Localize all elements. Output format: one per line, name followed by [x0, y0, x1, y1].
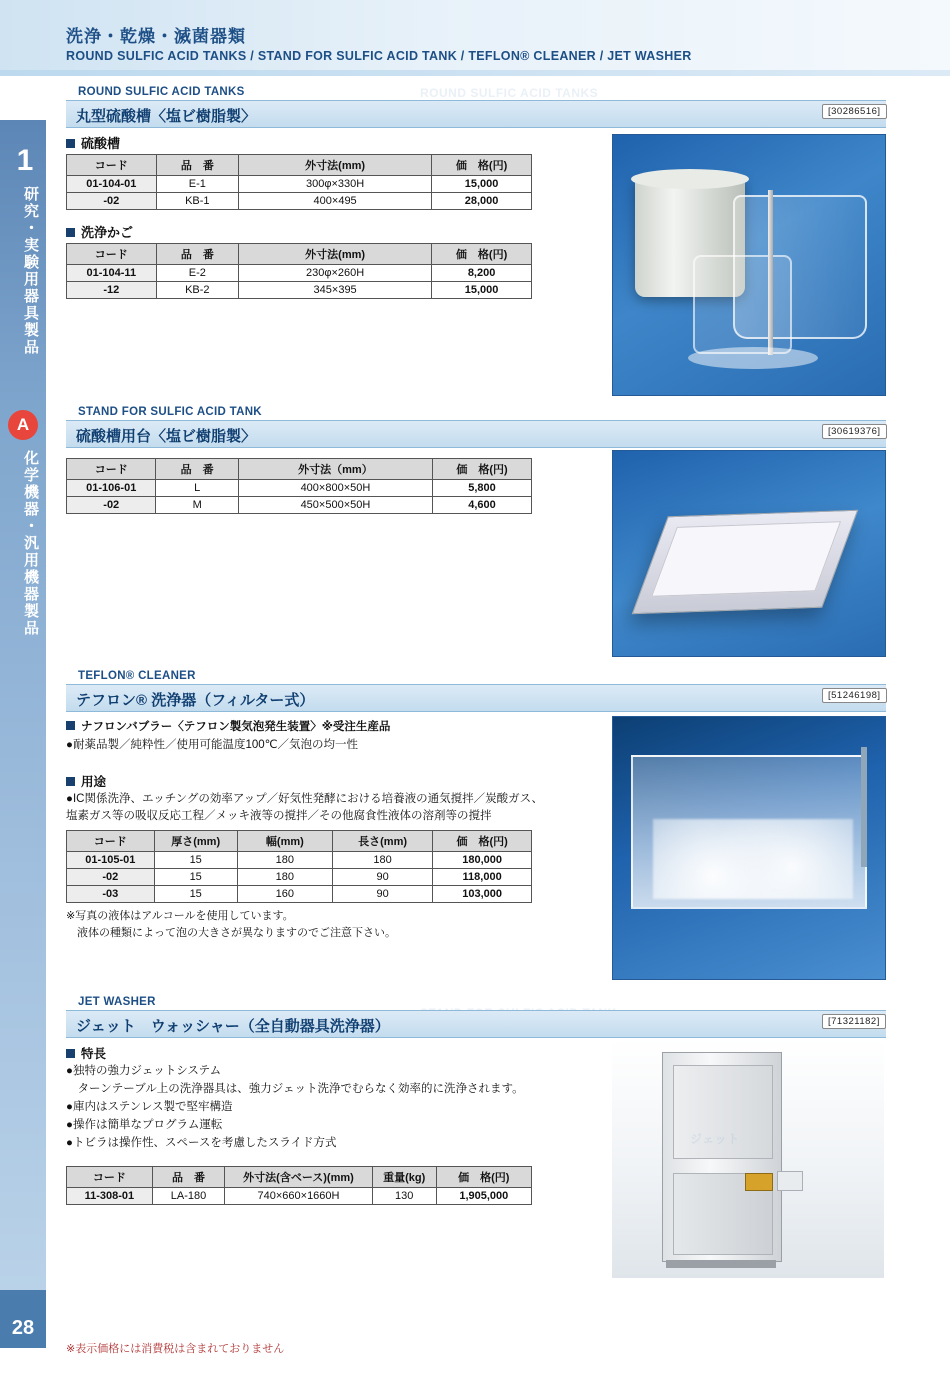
table-header-row [67, 155, 532, 176]
section-4-code: [71321182] [822, 1014, 886, 1029]
section-3-spec-line: ●耐薬品製／純粋性／使用可能温度100℃／気泡の均一性 [66, 739, 359, 751]
washer-display-shape [777, 1171, 803, 1191]
header-band [0, 70, 950, 76]
table-header-row [67, 831, 532, 852]
section-3-use-line-1: ●IC関係洗浄、エッチングの効率アップ／好気性発酵における培養液の通気撹拌／炭酸ガス、 [66, 793, 543, 805]
col-header: 価 格(円) [433, 831, 532, 852]
cell-price: 8,200 [432, 265, 532, 282]
cell-price: 28,000 [432, 193, 532, 210]
section-2-title-en: STAND FOR SULFIC ACID TANK [78, 406, 262, 418]
cell-dimension: 740×660×1660H [225, 1188, 372, 1205]
col-header: 価 格(円) [436, 1167, 531, 1188]
nozzle-shape [861, 747, 867, 867]
section-4-title-jp: ジェット ウォッシャー（全自動器具洗浄器） [76, 1018, 390, 1035]
section-2-code: [30619376] [822, 424, 887, 439]
table-row [67, 176, 532, 193]
cell-width: 180 [237, 852, 332, 869]
section-2-title-jp: 硫酸槽用台〈塩ビ樹脂製〉 [76, 428, 257, 445]
washer-door-shape [673, 1065, 773, 1159]
washer-base-shape [666, 1260, 776, 1268]
cell-code: -02 [67, 869, 155, 886]
square-bullet-icon [66, 1049, 75, 1058]
col-header: 長さ(mm) [332, 831, 432, 852]
section-1-title-en: ROUND SULFIC ACID TANKS [78, 86, 245, 98]
col-header: 価 格(円) [432, 155, 532, 176]
cell-model: E-1 [156, 176, 238, 193]
cell-price: 1,905,000 [436, 1188, 531, 1205]
table-header-row [67, 244, 532, 265]
section-4-feature-2: ターンテーブル上の洗浄器具は、強力ジェット洗浄でむらなく効率的に洗浄されます。 [66, 1083, 524, 1095]
section-3-use-line-2: 塩素ガス等の吸収反応工程／メッキ液等の撹拌／その他腐食性液体の溶剤等の撹拌 [66, 810, 492, 822]
page-number-badge: 28 [0, 1290, 46, 1348]
section-1-sub2: 洗浄かご [66, 222, 133, 241]
sidebar-section-number: 1 [16, 144, 34, 177]
cell-dimension: 300φ×330H [239, 176, 432, 193]
col-header: コード [67, 1167, 153, 1188]
section-3-table [66, 830, 532, 903]
cell-dimension: 450×500×50H [238, 497, 432, 514]
table-row [67, 265, 532, 282]
section-1-sub1: 硫酸槽 [66, 133, 120, 152]
cell-thickness: 15 [154, 869, 237, 886]
table-row [67, 1188, 532, 1205]
col-header: コード [67, 459, 156, 480]
sidebar-index-tab [0, 120, 46, 1290]
tray-inner-shape [651, 521, 841, 597]
cell-price: 180,000 [433, 852, 532, 869]
section-3-code: [51246198] [822, 688, 887, 703]
table-row [67, 282, 532, 299]
section-3-title-jp: テフロン® 洗浄器（フィルター式） [76, 692, 315, 709]
col-header: 品 番 [156, 459, 238, 480]
cell-dimension: 400×495 [239, 193, 432, 210]
table-row [67, 480, 532, 497]
page-footnote: ※表示価格には消費税は含まれておりません [66, 1343, 285, 1355]
product-photo-round-tank [612, 134, 886, 396]
cell-length: 180 [332, 852, 432, 869]
cell-weight: 130 [372, 1188, 436, 1205]
section-3-note-2: 液体の種類によって泡の大きさが異なりますのでご注意下さい。 [66, 927, 396, 939]
cell-price: 15,000 [432, 282, 532, 299]
section-4-table [66, 1166, 532, 1205]
section-4-feature-1: ●独特の強力ジェットシステム [66, 1065, 222, 1077]
table-row [67, 497, 532, 514]
cell-price: 118,000 [433, 869, 532, 886]
cell-length: 90 [332, 869, 432, 886]
square-bullet-icon [66, 139, 75, 148]
basket-base-shape [688, 347, 818, 369]
cell-price: 15,000 [432, 176, 532, 193]
col-header: 価 格(円) [433, 459, 532, 480]
cell-code: -03 [67, 886, 155, 903]
cell-model: L [156, 480, 238, 497]
cell-model: KB-1 [156, 193, 238, 210]
square-bullet-icon [66, 721, 75, 730]
header-title-jp: 洗浄・乾燥・滅菌器類 [66, 27, 246, 46]
section-4-feature-3: ●庫内はステンレス製で堅牢構造 [66, 1101, 233, 1113]
washer-body-shape [662, 1052, 782, 1262]
col-header: 外寸法(mm) [239, 244, 432, 265]
cell-thickness: 15 [154, 852, 237, 869]
section-4-sub1: 特長 [66, 1044, 106, 1062]
table-header-row [67, 459, 532, 480]
header-title-en: ROUND SULFIC ACID TANKS / STAND FOR SULFIC ACID TANK / TEFLON® CLEANER / JET WASHER [66, 49, 692, 63]
table-row [67, 193, 532, 210]
cell-model: E-2 [156, 265, 238, 282]
section-2-title-bar [66, 420, 886, 448]
washer-control-shape [745, 1173, 773, 1191]
cell-model: KB-2 [156, 282, 238, 299]
cell-price: 4,600 [433, 497, 532, 514]
col-header: コード [67, 244, 157, 265]
product-photo-stand [612, 450, 886, 657]
cell-code: -02 [67, 497, 156, 514]
tray-shape [632, 510, 859, 615]
sidebar-category-badge: A [8, 410, 38, 440]
table-row [67, 852, 532, 869]
section-4-title-bar [66, 1010, 886, 1038]
section-4-title-en: JET WASHER [78, 996, 156, 1008]
col-header: 幅(mm) [237, 831, 332, 852]
section-4-feature-5: ●トビラは操作性、スペースを考慮したスライド方式 [66, 1137, 337, 1149]
section-2-table [66, 458, 532, 514]
sidebar-label-bottom: 化学機器・汎用機器製品 [22, 450, 39, 637]
basket-shape-small [693, 255, 792, 354]
cell-code: -12 [67, 282, 157, 299]
cell-dimension: 345×395 [239, 282, 432, 299]
cell-code: 01-105-01 [67, 852, 155, 869]
section-3-sub1: ナフロンバブラー〈テフロン製気泡発生装置〉※受注生産品 [66, 718, 390, 734]
cell-dimension: 400×800×50H [238, 480, 432, 497]
cell-thickness: 15 [154, 886, 237, 903]
cell-code: 11-308-01 [67, 1188, 153, 1205]
square-bullet-icon [66, 777, 75, 786]
cell-width: 180 [237, 869, 332, 886]
cell-dimension: 230φ×260H [239, 265, 432, 282]
section-1-code: [30286516] [822, 104, 887, 119]
product-photo-teflon-cleaner [612, 716, 886, 980]
page-header [0, 0, 950, 74]
section-1-table-1 [66, 154, 532, 210]
section-3-title-en: TEFLON® CLEANER [78, 670, 196, 682]
cell-length: 90 [332, 886, 432, 903]
col-header: コード [67, 831, 155, 852]
col-header: 品 番 [152, 1167, 225, 1188]
aquarium-shape [631, 755, 867, 909]
table-row [67, 869, 532, 886]
section-1-table-2 [66, 243, 532, 299]
product-photo-jet-washer [612, 1038, 884, 1278]
cell-model: LA-180 [152, 1188, 225, 1205]
section-3-note-1: ※写真の液体はアルコールを使用しています。 [66, 910, 294, 922]
col-header: 価 格(円) [432, 244, 532, 265]
col-header: 外寸法(含ベース)(mm) [225, 1167, 372, 1188]
sidebar-label-top: 研究・実験用器具製品 [22, 186, 39, 356]
bubbles-shape [653, 819, 853, 899]
rod-shape [768, 190, 773, 355]
col-header: コード [67, 155, 157, 176]
section-3-title-bar [66, 684, 886, 712]
cell-code: 01-104-01 [67, 176, 157, 193]
col-header: 厚さ(mm) [154, 831, 237, 852]
ghost-text: ROUND SULFIC ACID TANKS [420, 86, 599, 100]
cell-code: 01-104-11 [67, 265, 157, 282]
section-1-title-jp: 丸型硫酸槽〈塩ビ樹脂製〉 [76, 108, 257, 125]
square-bullet-icon [66, 228, 75, 237]
cell-code: 01-106-01 [67, 480, 156, 497]
col-header: 重量(kg) [372, 1167, 436, 1188]
cell-code: -02 [67, 193, 157, 210]
section-3-sub2: 用途 [66, 772, 106, 790]
table-row [67, 886, 532, 903]
cell-price: 103,000 [433, 886, 532, 903]
col-header: 外寸法(mm) [239, 155, 432, 176]
section-1-title-bar [66, 100, 886, 128]
col-header: 品 番 [156, 244, 238, 265]
col-header: 品 番 [156, 155, 238, 176]
col-header: 外寸法（mm） [238, 459, 432, 480]
table-header-row [67, 1167, 532, 1188]
cell-width: 160 [237, 886, 332, 903]
cell-price: 5,800 [433, 480, 532, 497]
cell-model: M [156, 497, 238, 514]
section-4-feature-4: ●操作は簡単なプログラム運転 [66, 1119, 223, 1131]
